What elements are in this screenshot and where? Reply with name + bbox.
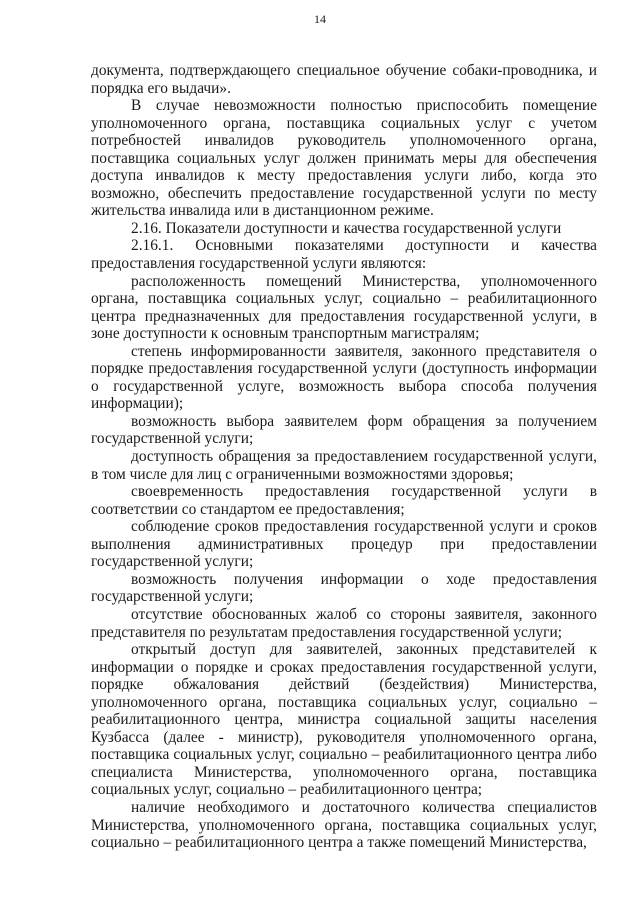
paragraph: доступность обращения за предоставлением государственной услуги, в том числе для лиц с ограниченными возможностями здоровья; — [91, 448, 597, 483]
paragraph: наличие необходимого и достаточного количества специалистов Министерства, уполномоченного органа, поставщика социальных услуг, социально – реабилитационного центра а также помещений Министерства, — [91, 798, 597, 852]
paragraph: степень информированности заявителя, законного представителя о порядке предоставления государственной услуги (доступность информации о государственной услуге, возможность выбора способа получения информации); — [91, 342, 597, 413]
paragraph: расположенность помещений Министерства, уполномоченного органа, поставщика социальных услуг, социально – реабилитационного центра предназначенных для предоставления государственной услуги, в зоне доступности к основным транспортным магистралям; — [91, 272, 597, 343]
document-body — [91, 62, 597, 852]
paragraph: возможность выбора заявителем форм обращения за получением государственной услуги; — [91, 412, 597, 448]
paragraph: возможность получения информации о ходе предоставления государственной услуги; — [91, 570, 597, 606]
paragraph: 2.16. Показатели доступности и качества государственной услуги — [131, 219, 562, 237]
page-number: 14 — [314, 12, 326, 26]
paragraph: отсутствие обоснованных жалоб со стороны заявителя, законного представителя по результатам предоставления государственной услуги; — [91, 605, 597, 641]
paragraph: открытый доступ для заявителей, законных представителей к информации о порядке и сроках предоставления государственной услуги, порядке обжалования действий (бездействия) Министерства, уполномоченного органа, поставщика социальных услуг, социально – реабилитационного центра, министра социальной защиты населения Кузбасса (далее - министр), руководителя уполномоченного органа, поставщика социальных услуг, социально – реабилитационного центра либо специалиста Министерства, уполномоченного органа, поставщика социальных услуг, социально – реабилитационного центра; — [91, 641, 597, 799]
paragraph: своевременность предоставления государственной услуги в соответствии со стандартом ее предоставления; — [91, 483, 597, 518]
paragraph: В случае невозможности полностью приспособить помещение уполномоченного органа, поставщика социальных услуг с учетом потребностей инвалидов руководитель уполномоченного органа, поставщика социальных услуг должен принимать меры для обеспечения доступа инвалидов к месту предоставления услуги либо, когда это возможно, обеспечить предоставление государственной услуги по месту жительства инвалида или в дистанционном режиме. — [91, 97, 597, 220]
paragraph: документа, подтверждающего специальное обучение собаки-проводника, и порядка его выдачи». — [91, 62, 597, 97]
paragraph: соблюдение сроков предоставления государственной услуги и сроков выполнения административных процедур при предоставлении государственной услуги; — [91, 518, 597, 571]
paragraph: 2.16.1. Основными показателями доступности и качества предоставления государственной услуги являются: — [91, 237, 597, 273]
